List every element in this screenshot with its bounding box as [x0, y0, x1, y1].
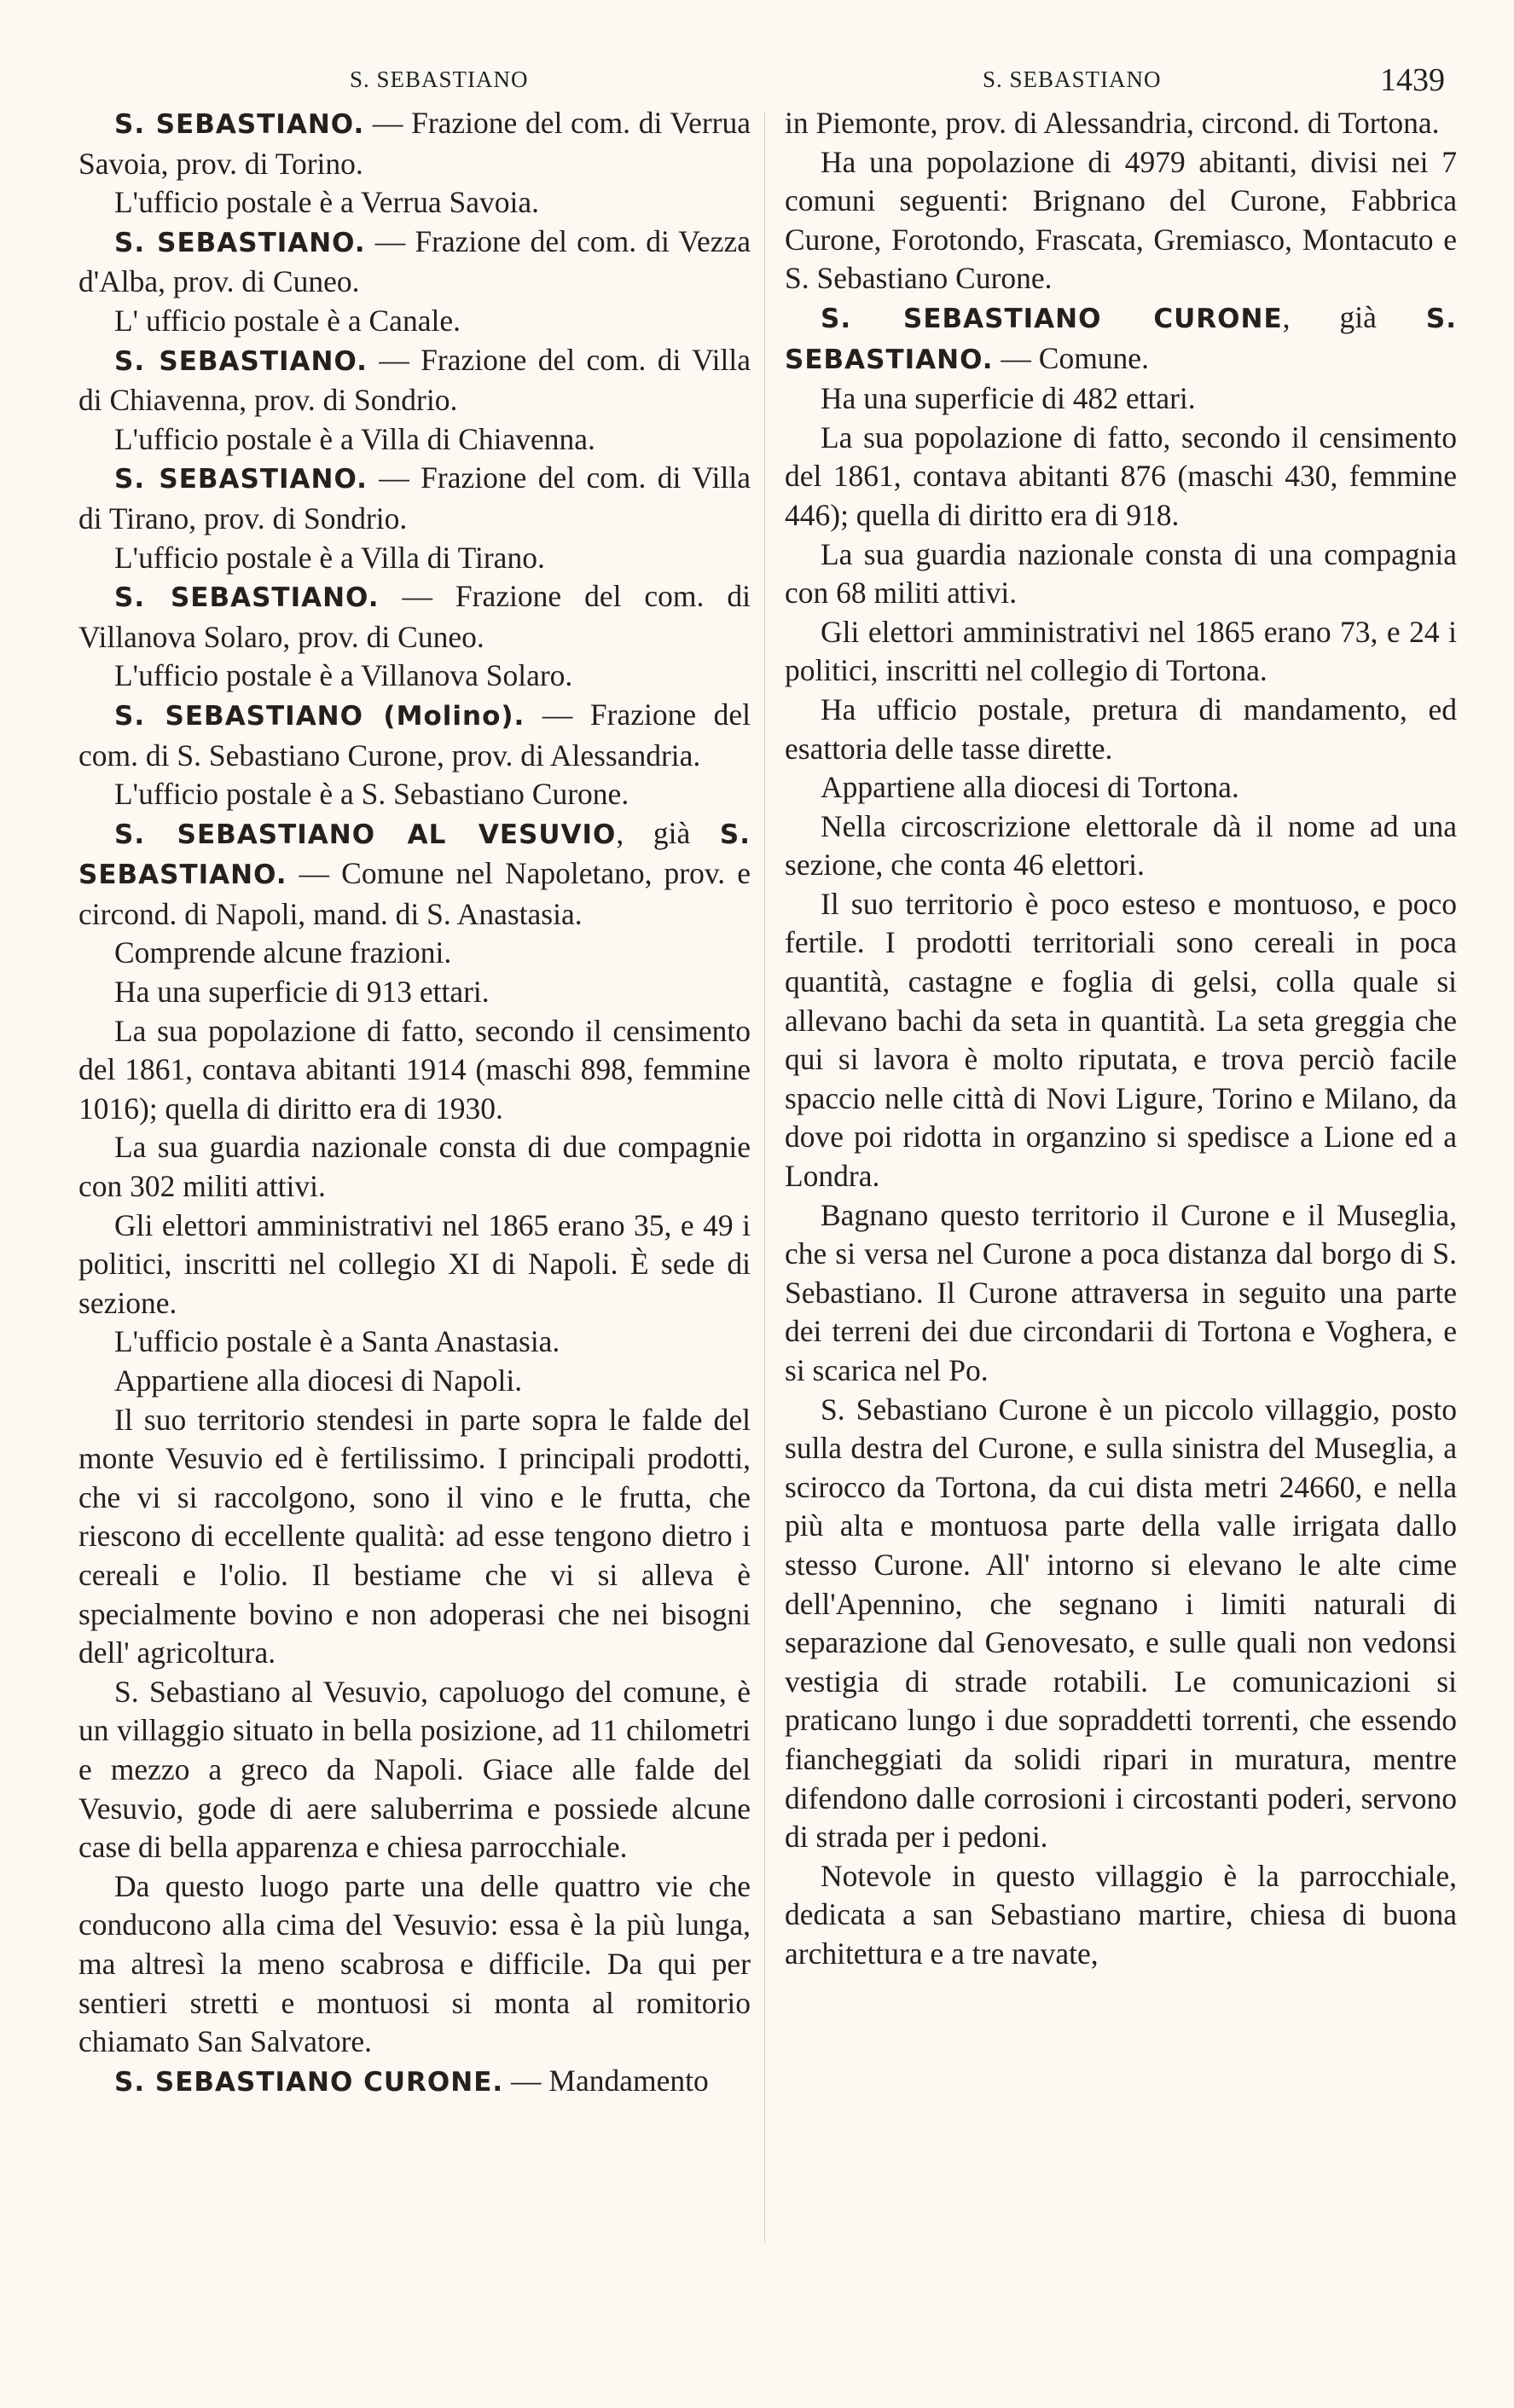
paragraph: Il suo territorio stendesi in parte sopra le falde del monte Vesuvio ed è fertilissimo. I principali prodotti, che vi si raccolgono, sono il vino e le frutta, che riescono di eccellente qualità: ad esse tengono dietro i cereali e l'olio. Il bestiame che vi si alleva è specialmente bovino e non adoperasi che nei bisogni dell' agricoltura.: [78, 1402, 751, 1670]
paragraph: Bagnano questo territorio il Curone e il Museglia, che si versa nel Curone a poca distanza dal borgo di S. Sebastiano. Il Curone attraversa in seguito una parte dei terreni dei due circondarii di Tortona e Voghera, e si scarica nel Po.: [785, 1197, 1457, 1387]
paragraph: Notevole in questo villaggio è la parrocchiale, dedicata a san Sebastiano martire, chiesa di buona architettura e a tre navate,: [785, 1858, 1457, 1971]
paragraph: Appartiene alla diocesi di Tortona.: [821, 770, 1239, 805]
paragraph: Da questo luogo parte una delle quattro vie che conducono alla cima del Vesuvio: essa è la più lunga, ma altresì la meno scabrosa e difficile. Da qui per sentieri stretti e montuosi si monta al romitorio chiamato San Salvatore.: [78, 1868, 751, 2059]
headword: S. SEBASTIANO.: [114, 582, 380, 614]
entry-paragraph: [78, 104, 751, 183]
paragraph: L'ufficio postale è a Santa Anastasia.: [114, 1324, 560, 1359]
paragraph: Ha ufficio postale, pretura di mandamento, ed esattoria delle tasse dirette.: [785, 692, 1457, 766]
entry-paragraph: [78, 223, 751, 302]
running-head-right: S. SEBASTIANO: [983, 67, 1162, 92]
text-run: — Frazione del com. di S. Sebastiano Curone, prov. di Alessandria.: [78, 697, 751, 773]
text-run: — Frazione del com. di Villanova Solaro, prov. di Cuneo.: [78, 579, 751, 654]
entry-paragraph: [78, 2062, 751, 2103]
headword: S. SEBASTIANO.: [114, 345, 368, 377]
paragraph: Ha una superficie di 482 ettari.: [821, 381, 1196, 416]
paragraph: in Piemonte, prov. di Alessandria, circond. di Tortona.: [785, 106, 1440, 140]
headword: S. SEBASTIANO CURONE.: [114, 2066, 504, 2098]
paragraph: L'ufficio postale è a Villa di Tirano.: [114, 540, 545, 575]
paragraph: La sua guardia nazionale consta di due compagnie con 302 militi attivi.: [78, 1130, 751, 1204]
paragraph: La sua guardia nazionale consta di una compagnia con 68 militi attivi.: [785, 536, 1457, 611]
paragraph: L'ufficio postale è a S. Sebastiano Curone.: [114, 777, 629, 812]
text-run: — Frazione del com. di Villa di Chiavenna, prov. di Sondrio.: [78, 342, 751, 418]
paragraph: L'ufficio postale è a Villanova Solaro.: [114, 658, 573, 693]
text-run: — Comune nel Napoletano, prov. e circond. di Napoli, mand. di S. Anastasia.: [78, 856, 751, 931]
paragraph: S. Sebastiano al Vesuvio, capoluogo del comune, è un villaggio situato in bella posizione, ad 11 chilometri e mezzo a greco da Napoli. Giace alle falde del Vesuvio, gode di aere saluberrima e possiede alcune case di bella apparenza e chiesa parrocchiale.: [78, 1674, 751, 1865]
paragraph: Il suo territorio è poco esteso e montuoso, e poco fertile. I prodotti territoriali sono cereali in poca quantità, castagne e foglia di gelsi, colla quale si allevano bachi da seta in quantità. La seta greggia che qui si lavora è molto riputata, e trova perciò facile spaccio nelle città di Novi Ligure, Torino e Milano, da dove poi ridotta in organzino si spedisce a Lione ed a Londra.: [785, 886, 1457, 1194]
entry-paragraph: [78, 459, 751, 538]
right-column: [785, 104, 1457, 1974]
paragraph: L'ufficio postale è a Verrua Savoia.: [114, 185, 539, 220]
paragraph: Nella circoscrizione elettorale dà il nome ad una sezione, che conta 46 elettori.: [785, 808, 1457, 883]
entry-paragraph: [78, 696, 751, 775]
text-run: — Mandamento: [503, 2063, 709, 2098]
text-run: — Frazione del com. di Villa di Tirano, prov. di Sondrio.: [78, 460, 751, 535]
paragraph: L' ufficio postale è a Canale.: [114, 303, 461, 338]
headword: S. SEBASTIANO.: [78, 819, 751, 891]
headword: S. SEBASTIANO.: [114, 109, 365, 140]
column-divider: [764, 111, 765, 2243]
paragraph: Ha una popolazione di 4979 abitanti, divisi nei 7 comuni seguenti: Brignano del Curone, Fabbrica Curone, Forotondo, Frascata, Gremiasco, Montacuto e S. Sebastiano Curone.: [785, 144, 1457, 296]
text-run: , già: [1282, 299, 1426, 334]
paragraph: Gli elettori amministrativi nel 1865 erano 35, e 49 i politici, inscritti nel collegio XI di Napoli. È sede di sezione.: [78, 1207, 751, 1320]
paragraph: La sua popolazione di fatto, secondo il censimento del 1861, contava abitanti 876 (maschi 430, femmine 446); quella di diritto era di 918.: [785, 420, 1457, 532]
left-column: [78, 104, 751, 2102]
entry-paragraph: [78, 577, 751, 657]
headword: S. SEBASTIANO CURONE: [821, 303, 1283, 334]
paragraph: L'ufficio postale è a Villa di Chiavenna.: [114, 421, 595, 456]
text-run: — Comune.: [993, 340, 1149, 375]
headword: S. SEBASTIANO (Molino).: [114, 700, 525, 732]
headword: S. SEBASTIANO.: [785, 303, 1458, 375]
paragraph: Ha una superficie di 913 ettari.: [114, 975, 490, 1010]
entry-paragraph: [78, 814, 751, 935]
text-run: — Frazione del com. di Vezza d'Alba, prov. di Cuneo.: [78, 223, 751, 299]
paragraph: Comprende alcune frazioni.: [114, 935, 452, 970]
text-run: — Frazione del com. di Verrua Savoia, prov. di Torino.: [78, 106, 751, 181]
entry-paragraph: [78, 341, 751, 420]
paragraph: Gli elettori amministrativi nel 1865 erano 73, e 24 i politici, inscritti nel collegio di Tortona.: [785, 614, 1457, 688]
paragraph: S. Sebastiano Curone è un piccolo villaggio, posto sulla destra del Curone, e sulla sinistra del Museglia, a scirocco da Tortona, da cui dista metri 24660, e nella più alta e montuosa parte della valle irrigata dallo stesso Curone. All' intorno si elevano le alte cime dell'Apennino, che segnano i limiti naturali di separazione dal Genovesato, e sulle quali non vedonsi vestigia di strade rotabili. Le comunicazioni si praticano lungo i due sopraddetti torrenti, che essendo fiancheggiati da solidi ripari in muratura, mentre difendono dalle corrosioni i circostanti poderi, servono di strada per i pedoni.: [785, 1392, 1457, 1855]
headword: S. SEBASTIANO.: [114, 227, 366, 258]
text-run: , già: [616, 815, 720, 850]
page-number: 1439: [1380, 62, 1445, 98]
paragraph: Appartiene alla diocesi di Napoli.: [114, 1363, 523, 1398]
headword: S. SEBASTIANO.: [114, 464, 368, 495]
running-head-left: S. SEBASTIANO: [350, 67, 529, 92]
paragraph: La sua popolazione di fatto, secondo il censimento del 1861, contava abitanti 1914 (maschi 898, femmine 1016); quella di diritto era di 1930.: [78, 1013, 751, 1126]
entry-paragraph: [785, 298, 1457, 379]
headword: S. SEBASTIANO AL VESUVIO: [114, 819, 617, 850]
